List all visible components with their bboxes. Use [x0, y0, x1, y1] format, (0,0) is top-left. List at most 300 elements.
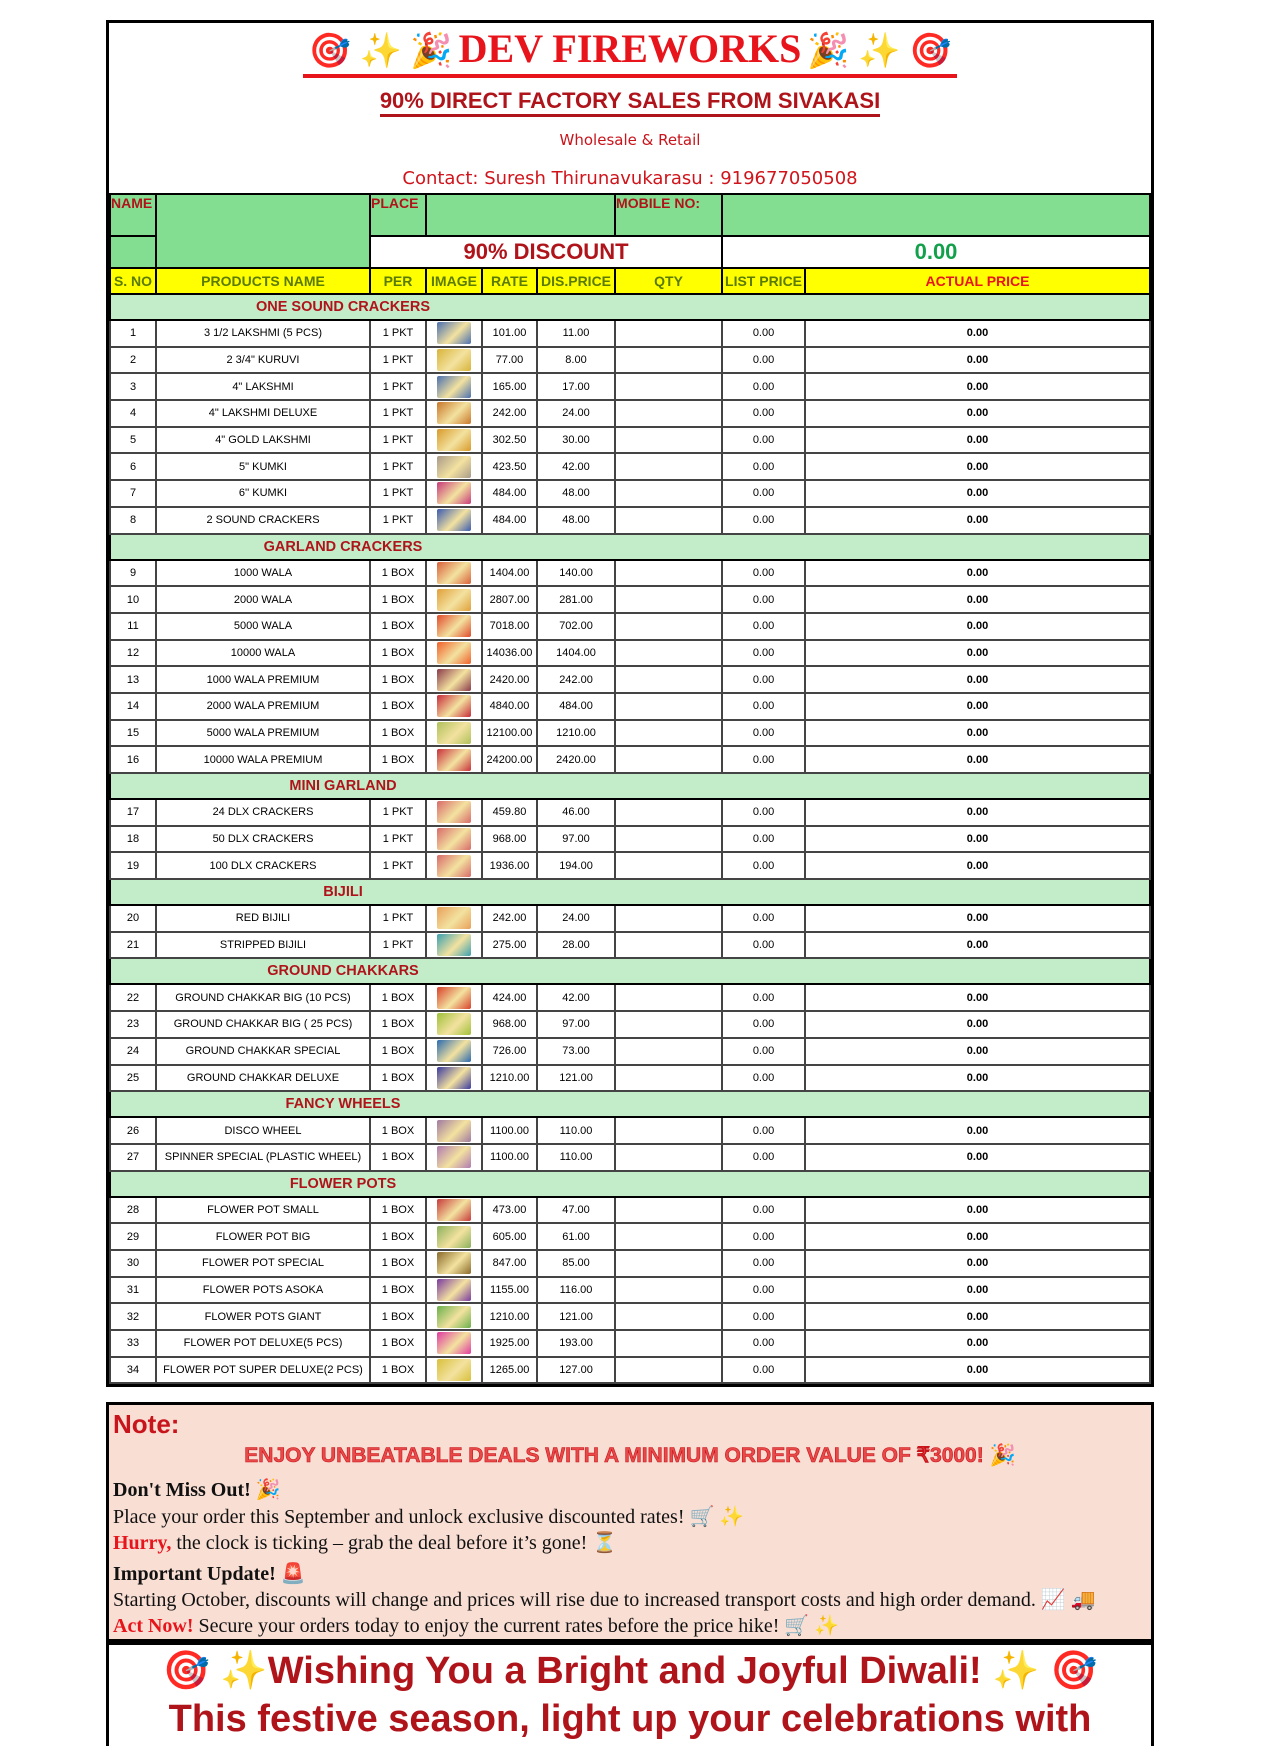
cell-rate: 1100.00 — [482, 1144, 537, 1171]
cell-sno: 21 — [110, 932, 156, 959]
brand-name: DEV FIREWORKS — [458, 26, 802, 71]
cell-qty-input[interactable] — [615, 1011, 722, 1038]
product-image — [437, 1279, 471, 1301]
cell-rate: 14036.00 — [482, 640, 537, 667]
place-order-text: Place your order this September and unlock exclusive discounted rates! 🛒 ✨ — [113, 1506, 745, 1528]
cell-image — [426, 1277, 482, 1304]
cell-dis-price: 194.00 — [537, 852, 615, 879]
cell-product-name: 4" LAKSHMI — [156, 373, 370, 400]
cell-per: 1 BOX — [370, 1250, 426, 1277]
cell-sno: 4 — [110, 400, 156, 427]
cell-image — [426, 1011, 482, 1038]
cell-sno: 34 — [110, 1357, 156, 1384]
product-row — [110, 347, 1150, 374]
cell-per: 1 BOX — [370, 1223, 426, 1250]
cell-rate: 968.00 — [482, 1011, 537, 1038]
cell-actual-price: 0.00 — [805, 1197, 1150, 1224]
category-title: ONE SOUND CRACKERS — [255, 299, 430, 315]
cell-actual-price: 0.00 — [805, 1357, 1150, 1384]
cell-sno: 31 — [110, 1277, 156, 1304]
cell-actual-price: 0.00 — [805, 480, 1150, 507]
cell-sno: 6 — [110, 453, 156, 480]
cell-per: 1 BOX — [370, 1065, 426, 1092]
product-image — [437, 801, 471, 823]
price-list-sheet — [106, 20, 1154, 1387]
cell-list-price: 0.00 — [722, 693, 805, 720]
product-image — [437, 695, 471, 717]
product-image — [437, 855, 471, 877]
cell-qty-input[interactable] — [615, 613, 722, 640]
cell-per: 1 PKT — [370, 480, 426, 507]
cell-qty-input[interactable] — [615, 1223, 722, 1250]
cell-qty-input[interactable] — [615, 1038, 722, 1065]
cell-rate: 101.00 — [482, 320, 537, 347]
cell-image — [426, 480, 482, 507]
brand-title — [303, 23, 958, 78]
cell-qty-input[interactable] — [615, 1117, 722, 1144]
mobile-input[interactable] — [722, 194, 1150, 236]
cell-qty-input[interactable] — [615, 852, 722, 879]
cell-per: 1 PKT — [370, 373, 426, 400]
festive-message: This festive season, light up your celebrations with — [168, 1698, 1092, 1740]
cell-sno: 12 — [110, 640, 156, 667]
cell-image — [426, 720, 482, 747]
cell-dis-price: 281.00 — [537, 586, 615, 613]
cell-product-name: FLOWER POTS GIANT — [156, 1303, 370, 1330]
cell-qty-input[interactable] — [615, 826, 722, 853]
cell-actual-price: 0.00 — [805, 720, 1150, 747]
cell-actual-price: 0.00 — [805, 1223, 1150, 1250]
cell-actual-price: 0.00 — [805, 1038, 1150, 1065]
firework-icon: 🎯 ✨ 🎉 — [308, 33, 453, 70]
cell-list-price: 0.00 — [722, 453, 805, 480]
cell-list-price: 0.00 — [722, 1065, 805, 1092]
product-row — [110, 427, 1150, 454]
product-row — [110, 507, 1150, 534]
min-order-deal: ENJOY UNBEATABLE DEALS WITH A MINIMUM ORDER VALUE OF ₹3000! 🎉 — [244, 1444, 1016, 1467]
cell-rate: 7018.00 — [482, 613, 537, 640]
product-row — [110, 400, 1150, 427]
col-sno: S. NO — [110, 268, 156, 294]
product-row — [110, 1303, 1150, 1330]
cell-dis-price: 121.00 — [537, 1303, 615, 1330]
cell-product-name: 5" KUMKI — [156, 453, 370, 480]
cell-actual-price: 0.00 — [805, 640, 1150, 667]
total-value: 0.00 — [722, 236, 1150, 268]
product-row — [110, 480, 1150, 507]
cell-qty-input[interactable] — [615, 453, 722, 480]
cell-list-price: 0.00 — [722, 1277, 805, 1304]
cell-actual-price: 0.00 — [805, 320, 1150, 347]
product-row — [110, 1011, 1150, 1038]
category-title: FLOWER POTS — [289, 1175, 397, 1192]
cell-per: 1 BOX — [370, 1330, 426, 1357]
cell-qty-input[interactable] — [615, 480, 722, 507]
product-image — [437, 562, 471, 584]
cell-qty-input[interactable] — [615, 1277, 722, 1304]
cell-image — [426, 1117, 482, 1144]
cell-dis-price: 121.00 — [537, 1065, 615, 1092]
product-row — [110, 1144, 1150, 1171]
cell-product-name: 100 DLX CRACKERS — [156, 852, 370, 879]
cell-image — [426, 984, 482, 1011]
category-title: GROUND CHAKKARS — [267, 963, 419, 980]
cell-image — [426, 932, 482, 959]
cell-image — [426, 373, 482, 400]
cell-qty-input[interactable] — [615, 586, 722, 613]
cell-dis-price: 48.00 — [537, 507, 615, 534]
mobile-label: MOBILE NO: — [615, 194, 722, 236]
cell-per: 1 BOX — [370, 1011, 426, 1038]
cell-rate: 4840.00 — [482, 693, 537, 720]
cell-dis-price: 110.00 — [537, 1117, 615, 1144]
cell-sno: 1 — [110, 320, 156, 347]
product-row — [110, 560, 1150, 587]
cell-qty-input[interactable] — [615, 560, 722, 587]
cell-list-price: 0.00 — [722, 852, 805, 879]
cell-dis-price: 42.00 — [537, 984, 615, 1011]
important-update-heading: Important Update! 🚨 — [113, 1563, 306, 1585]
cell-image — [426, 507, 482, 534]
cell-qty-input[interactable] — [615, 1144, 722, 1171]
cell-image — [426, 347, 482, 374]
cell-qty-input[interactable] — [615, 1330, 722, 1357]
cell-actual-price: 0.00 — [805, 905, 1150, 932]
cell-dis-price: 484.00 — [537, 693, 615, 720]
cell-product-name: 2 3/4" KURUVI — [156, 347, 370, 374]
cell-dis-price: 116.00 — [537, 1277, 615, 1304]
col-per: PER — [370, 268, 426, 294]
cell-image — [426, 1303, 482, 1330]
cell-qty-input[interactable] — [615, 427, 722, 454]
hurry-line — [113, 1530, 617, 1555]
cell-rate: 968.00 — [482, 826, 537, 853]
cell-actual-price: 0.00 — [805, 347, 1150, 374]
cell-per: 1 BOX — [370, 640, 426, 667]
cell-product-name: FLOWER POTS ASOKA — [156, 1277, 370, 1304]
cell-list-price: 0.00 — [722, 613, 805, 640]
cell-list-price: 0.00 — [722, 932, 805, 959]
cell-product-name: 10000 WALA PREMIUM — [156, 746, 370, 773]
cell-qty-input[interactable] — [615, 799, 722, 826]
cell-list-price: 0.00 — [722, 1038, 805, 1065]
cell-qty-input[interactable] — [615, 1197, 722, 1224]
product-row — [110, 666, 1150, 693]
cell-qty-input[interactable] — [615, 507, 722, 534]
cell-actual-price: 0.00 — [805, 1250, 1150, 1277]
cell-rate: 605.00 — [482, 1223, 537, 1250]
cell-product-name: 2 SOUND CRACKERS — [156, 507, 370, 534]
cell-sno: 14 — [110, 693, 156, 720]
cell-per: 1 BOX — [370, 613, 426, 640]
cell-image — [426, 1250, 482, 1277]
cell-actual-price: 0.00 — [805, 1117, 1150, 1144]
cell-product-name: FLOWER POT DELUXE(5 PCS) — [156, 1330, 370, 1357]
note-box — [106, 1402, 1154, 1642]
cell-rate: 165.00 — [482, 373, 537, 400]
cell-product-name: FLOWER POT BIG — [156, 1223, 370, 1250]
cell-dis-price: 28.00 — [537, 932, 615, 959]
cell-dis-price: 2420.00 — [537, 746, 615, 773]
product-row — [110, 852, 1150, 879]
cell-actual-price: 0.00 — [805, 373, 1150, 400]
cell-sno: 9 — [110, 560, 156, 587]
product-row — [110, 1250, 1150, 1277]
product-image — [437, 1226, 471, 1248]
product-image — [437, 1013, 471, 1035]
cell-sno: 25 — [110, 1065, 156, 1092]
cell-sno: 26 — [110, 1117, 156, 1144]
cell-product-name: 50 DLX CRACKERS — [156, 826, 370, 853]
cell-list-price: 0.00 — [722, 666, 805, 693]
cell-qty-input[interactable] — [615, 905, 722, 932]
discount-label: 90% DISCOUNT — [370, 236, 722, 268]
cell-dis-price: 8.00 — [537, 347, 615, 374]
starting-october-text: Starting October, discounts will change and prices will rise due to increased transport costs and high order demand. 📈 🚚 — [113, 1589, 1096, 1611]
cell-rate: 1100.00 — [482, 1117, 537, 1144]
product-image — [437, 1199, 471, 1221]
cell-image — [426, 852, 482, 879]
cell-product-name: 4" LAKSHMI DELUXE — [156, 400, 370, 427]
cell-image — [426, 427, 482, 454]
col-actual-price: ACTUAL PRICE — [805, 268, 1150, 294]
cell-actual-price: 0.00 — [805, 1330, 1150, 1357]
product-image — [437, 349, 471, 371]
cell-per: 1 BOX — [370, 720, 426, 747]
order-form-table — [109, 193, 1151, 1384]
product-image — [437, 456, 471, 478]
cell-list-price: 0.00 — [722, 984, 805, 1011]
cell-image — [426, 320, 482, 347]
cell-image — [426, 799, 482, 826]
product-image — [437, 615, 471, 637]
tagline: Wholesale & Retail — [559, 131, 701, 149]
cell-qty-input[interactable] — [615, 1357, 722, 1384]
product-row — [110, 905, 1150, 932]
cell-sno: 18 — [110, 826, 156, 853]
cell-per: 1 PKT — [370, 905, 426, 932]
cell-rate: 1210.00 — [482, 1065, 537, 1092]
cell-image — [426, 1065, 482, 1092]
cell-per: 1 PKT — [370, 400, 426, 427]
cell-rate: 1210.00 — [482, 1303, 537, 1330]
cell-sno: 20 — [110, 905, 156, 932]
cell-per: 1 PKT — [370, 932, 426, 959]
cell-qty-input[interactable] — [615, 1250, 722, 1277]
col-qty: QTY — [615, 268, 722, 294]
cell-image — [426, 905, 482, 932]
col-list-price: LIST PRICE — [722, 268, 805, 294]
cell-dis-price: 97.00 — [537, 1011, 615, 1038]
product-image — [437, 669, 471, 691]
cell-dis-price: 73.00 — [537, 1038, 615, 1065]
product-row — [110, 1223, 1150, 1250]
cell-per: 1 BOX — [370, 746, 426, 773]
cell-qty-input[interactable] — [615, 1065, 722, 1092]
cell-sno: 5 — [110, 427, 156, 454]
cell-actual-price: 0.00 — [805, 826, 1150, 853]
product-image — [437, 642, 471, 664]
cell-dis-price: 42.00 — [537, 453, 615, 480]
cell-qty-input[interactable] — [615, 720, 722, 747]
dont-miss-heading: Don't Miss Out! 🎉 — [113, 1479, 281, 1501]
cell-rate: 459.80 — [482, 799, 537, 826]
header — [109, 23, 1151, 193]
cell-per: 1 BOX — [370, 1357, 426, 1384]
cell-qty-input[interactable] — [615, 373, 722, 400]
contact-line: Contact: Suresh Thirunavukarasu : 919677050508 — [402, 168, 858, 189]
product-image — [437, 749, 471, 771]
cell-list-price: 0.00 — [722, 826, 805, 853]
cell-per: 1 BOX — [370, 1303, 426, 1330]
product-image — [437, 1067, 471, 1089]
cell-dis-price: 1210.00 — [537, 720, 615, 747]
cell-actual-price: 0.00 — [805, 1065, 1150, 1092]
cell-rate: 275.00 — [482, 932, 537, 959]
cell-per: 1 PKT — [370, 826, 426, 853]
cell-qty-input[interactable] — [615, 666, 722, 693]
cell-sno: 16 — [110, 746, 156, 773]
firework-icon: 🎉 ✨ 🎯 — [807, 33, 952, 70]
product-row — [110, 1065, 1150, 1092]
cell-per: 1 PKT — [370, 320, 426, 347]
name-label-spacer — [110, 236, 156, 268]
cell-list-price: 0.00 — [722, 1011, 805, 1038]
name-input[interactable] — [156, 194, 370, 268]
place-input[interactable] — [426, 194, 615, 236]
cell-dis-price: 242.00 — [537, 666, 615, 693]
product-row — [110, 1357, 1150, 1384]
cell-image — [426, 826, 482, 853]
cell-per: 1 PKT — [370, 799, 426, 826]
cell-actual-price: 0.00 — [805, 613, 1150, 640]
cell-qty-input[interactable] — [615, 347, 722, 374]
cell-list-price: 0.00 — [722, 1330, 805, 1357]
product-image — [437, 1120, 471, 1142]
cell-sno: 27 — [110, 1144, 156, 1171]
cell-actual-price: 0.00 — [805, 427, 1150, 454]
cell-qty-input[interactable] — [615, 693, 722, 720]
product-image — [437, 589, 471, 611]
cell-list-price: 0.00 — [722, 507, 805, 534]
cell-qty-input[interactable] — [615, 746, 722, 773]
cell-rate: 484.00 — [482, 507, 537, 534]
cell-sno: 7 — [110, 480, 156, 507]
product-row — [110, 640, 1150, 667]
cell-rate: 2420.00 — [482, 666, 537, 693]
product-image — [437, 907, 471, 929]
cell-per: 1 PKT — [370, 507, 426, 534]
cell-per: 1 BOX — [370, 984, 426, 1011]
cell-sno: 11 — [110, 613, 156, 640]
product-row — [110, 1277, 1150, 1304]
product-image — [437, 509, 471, 531]
subtitle: 90% DIRECT FACTORY SALES FROM SIVAKASI — [380, 88, 880, 117]
cell-per: 1 BOX — [370, 1144, 426, 1171]
product-row — [110, 586, 1150, 613]
cell-dis-price: 193.00 — [537, 1330, 615, 1357]
cell-dis-price: 11.00 — [537, 320, 615, 347]
cell-rate: 12100.00 — [482, 720, 537, 747]
cell-rate: 1155.00 — [482, 1277, 537, 1304]
cell-qty-input[interactable] — [615, 984, 722, 1011]
product-row — [110, 320, 1150, 347]
cell-sno: 19 — [110, 852, 156, 879]
cell-sno: 17 — [110, 799, 156, 826]
cell-list-price: 0.00 — [722, 400, 805, 427]
category-title: BIJILI — [323, 884, 363, 901]
cell-dis-price: 97.00 — [537, 826, 615, 853]
cell-actual-price: 0.00 — [805, 586, 1150, 613]
category-title: GARLAND CRACKERS — [263, 538, 423, 555]
cell-product-name: 1000 WALA — [156, 560, 370, 587]
cell-qty-input[interactable] — [615, 932, 722, 959]
diwali-greeting: 🎯 ✨Wishing You a Bright and Joyful Diwali! ✨ 🎯 — [162, 1650, 1098, 1692]
cell-product-name: GROUND CHAKKAR BIG ( 25 PCS) — [156, 1011, 370, 1038]
cell-image — [426, 746, 482, 773]
product-row — [110, 453, 1150, 480]
product-image — [437, 1332, 471, 1354]
cell-actual-price: 0.00 — [805, 507, 1150, 534]
cell-dis-price: 30.00 — [537, 427, 615, 454]
cell-list-price: 0.00 — [722, 799, 805, 826]
cell-list-price: 0.00 — [722, 560, 805, 587]
cell-rate: 302.50 — [482, 427, 537, 454]
cell-per: 1 BOX — [370, 1117, 426, 1144]
cell-list-price: 0.00 — [722, 1357, 805, 1384]
product-image — [437, 1040, 471, 1062]
cell-product-name: DISCO WHEEL — [156, 1117, 370, 1144]
cell-sno: 32 — [110, 1303, 156, 1330]
product-image — [437, 987, 471, 1009]
cell-rate: 1925.00 — [482, 1330, 537, 1357]
hurry-text: the clock is ticking – grab the deal before it’s gone! ⏳ — [171, 1532, 618, 1554]
product-row — [110, 1038, 1150, 1065]
cell-image — [426, 666, 482, 693]
cell-dis-price: 110.00 — [537, 1144, 615, 1171]
category-row — [110, 534, 1150, 560]
act-now-text: Secure your orders today to enjoy the current rates before the price hike! 🛒 ✨ — [193, 1615, 840, 1637]
product-image — [437, 1359, 471, 1381]
hurry-label: Hurry, — [113, 1532, 172, 1554]
cell-product-name: RED BIJILI — [156, 905, 370, 932]
product-image — [437, 1306, 471, 1328]
cell-rate: 726.00 — [482, 1038, 537, 1065]
cell-qty-input[interactable] — [615, 320, 722, 347]
cell-qty-input[interactable] — [615, 640, 722, 667]
cell-actual-price: 0.00 — [805, 1303, 1150, 1330]
cell-sno: 10 — [110, 586, 156, 613]
product-image — [437, 828, 471, 850]
product-image — [437, 322, 471, 344]
cell-list-price: 0.00 — [722, 1117, 805, 1144]
cell-image — [426, 453, 482, 480]
cell-list-price: 0.00 — [722, 1303, 805, 1330]
cell-list-price: 0.00 — [722, 320, 805, 347]
cell-dis-price: 46.00 — [537, 799, 615, 826]
cell-sno: 2 — [110, 347, 156, 374]
cell-dis-price: 24.00 — [537, 905, 615, 932]
cell-dis-price: 140.00 — [537, 560, 615, 587]
cell-actual-price: 0.00 — [805, 799, 1150, 826]
cell-qty-input[interactable] — [615, 1303, 722, 1330]
cell-image — [426, 560, 482, 587]
cell-image — [426, 586, 482, 613]
cell-image — [426, 640, 482, 667]
product-row — [110, 613, 1150, 640]
cell-qty-input[interactable] — [615, 400, 722, 427]
cell-image — [426, 1038, 482, 1065]
